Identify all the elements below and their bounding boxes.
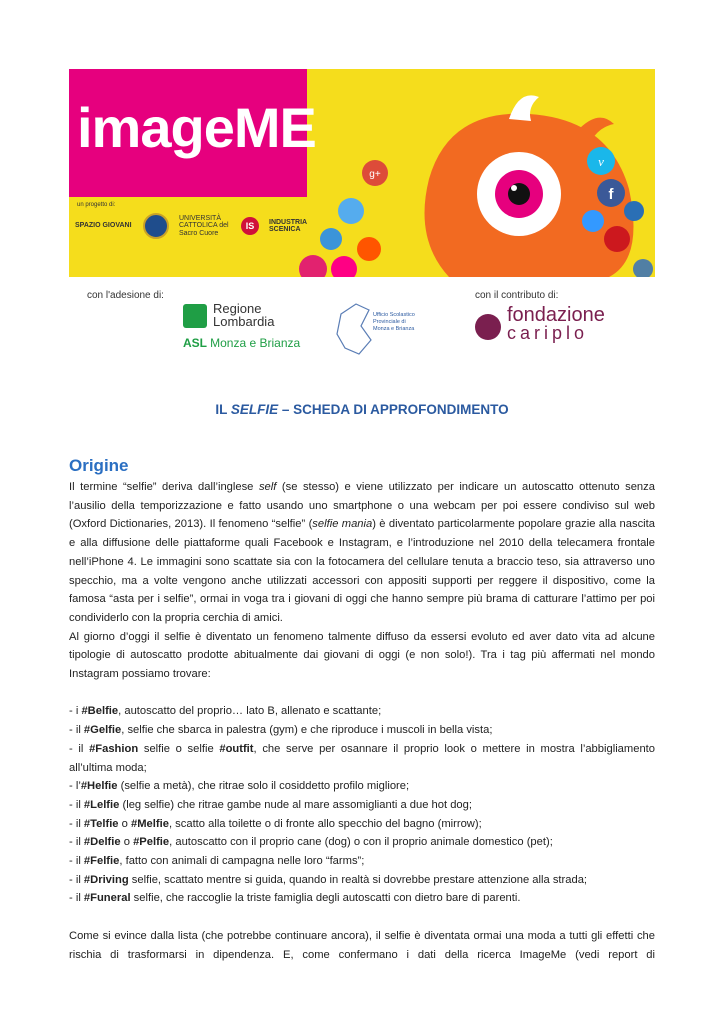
paragraph-3: Come si evince dalla lista (che potrebbe continuare ancora), il selfie è diventata ormai una moda a tutti gli effetti che rischia di trasformarsi in dipendenza. E, come confermano i dati della ricerca ImageMe (vedi report di [69,929,655,961]
header-banner [69,69,655,277]
contributo-label: con il contributo di: [475,290,559,301]
section-heading: Origine [69,456,129,475]
asl-monza-logo [183,336,300,350]
list-item: - i #Belfie, autoscatto del proprio… lato B, allenato e scattante; [69,705,382,718]
fondazione-cariplo-icon [475,314,501,340]
svg-text:v: v [598,154,604,169]
fondazione-line2: cariplo [507,323,589,343]
spazio-giovani-logo: SPAZIO GIOVANI [75,222,132,230]
tag-list [69,702,655,908]
list-item: - il #Lelfie (leg selfie) che ritrae gambe nude al mare assomiglianti a due hot dog; [69,798,472,811]
askfm-icon [320,228,342,250]
last-fm-icon [299,255,327,277]
chrome-icon [624,201,644,221]
list-item: - il #Delfie o #Pelfie, autoscatto con il proprio cane (dog) o con il proprio animale domestico (pet); [69,836,553,849]
asl-rest: Monza e Brianza [210,336,301,350]
adesione-label: con l'adesione di: [87,290,164,301]
industria-scenica-logo: INDUSTRIA SCENICA [269,218,307,233]
fondazione-line1: fondazione [507,304,605,326]
title-post: – SCHEDA DI APPROFONDIMENTO [278,402,509,417]
list-item: - il #Gelfie, selfie che sbarca in palestra (gym) e che riproduce i muscoli in bella vista; [69,724,493,737]
list-item: - il #Telfie o #Melfie, scatto alla toilette o di fronte allo specchio del bagno (mirrow); [69,817,482,830]
regione-line2: Lombardia [213,314,275,329]
list-item: - il #Driving selfie, scattato mentre si guida, quando in realtà si dovrebbe prestare attenzione alla strada; [69,873,588,886]
regione-lombardia-icon [183,304,207,328]
list-item: - l’#Helfie (selfie a metà), che ritrae solo il cosiddetto profilo migliore; [69,780,410,793]
asl-bold: ASL [183,336,207,350]
monster-pupil [508,183,530,205]
paragraph-1: Il termine “selfie” deriva dall’inglese self (se stesso) e viene utilizzato per indicare un autoscatto ottenuto senza l’ausilio della temporizzazione e fatto usando uno smartphone o una webcam per poi essere condiviso sul web (Oxford Dictionaries, 2013). Il fenomeno “selfie” (selfie mania) è diventato particolarmente popolare grazie alla nascita e alla diffusione delle piattaforme quali Facebook e Instagram, e l’introduzione nel 2010 della telecamera frontale nell’iPhone 4. Le immagini sono scattate sia con la fotocamera del cellulare tenuta a braccio teso, sia attraverso uno specchio, ma a volte vengono anche utilizzati accessori con appositi supporti per reggere il dispositivo, come la famosa “asta per i selfie”, ormai in voga tra i giovani di oggi che hanno sempre più brama di catturare l’attimo per poi condividerlo con la propria cerchia di amici. [69,481,655,624]
monster-eye-glint [511,185,517,191]
twitter-icon [338,198,364,224]
fondazione-cariplo-logo [507,306,605,342]
list-item: - il #Funeral selfie, che raccoglie la triste famiglia degli autoscatti con dietro bare di parenti. [69,892,521,905]
flickr-icon [331,256,357,277]
regione-lombardia-logo [213,302,274,328]
document-title [0,402,724,417]
paragraph-2: Al giorno d’oggi il selfie è diventato un fenomeno talmente diffuso da essersi evoluto ed aver dato vita ad alcune tipologie di autoscatto prodotte abitualmente dai giovani di oggi (e non solo!). Tra i tag più affermati nel mondo Instagram possiamo trovare: [69,630,655,681]
regione-line1: Regione [213,301,262,316]
delicious-icon [582,210,604,232]
svg-text:f: f [608,186,614,203]
partners-label: un progetto di: [77,202,116,208]
industria-scenica-icon: IS [241,217,259,235]
document-body [69,478,655,964]
ufficio-scolastico-text: Ufficio Scolastico Provinciale di Monza e Brianza [373,312,415,332]
soundcloud-icon [357,237,381,261]
imageme-logo: imageME [77,96,316,159]
title-pre: IL [215,402,231,417]
title-em: SELFIE [230,402,279,417]
list-item: - il #Felfie, fatto con animali di campagna nelle loro “farms”; [69,855,365,868]
cattolica-logo: UNIVERSITÀ CATTOLICA del Sacro Cuore [179,214,229,237]
sponsors-area [69,290,655,370]
svg-text:g+: g+ [369,169,381,180]
list-item: - il #Fashion selfie o selfie #outfit, che serve per osannare il proprio look o mettere in mostra l’abbigliamento all’ultima moda; [69,742,655,774]
monster-illustration [69,69,655,277]
youtube-icon [604,226,630,252]
instagram-icon [633,259,653,277]
